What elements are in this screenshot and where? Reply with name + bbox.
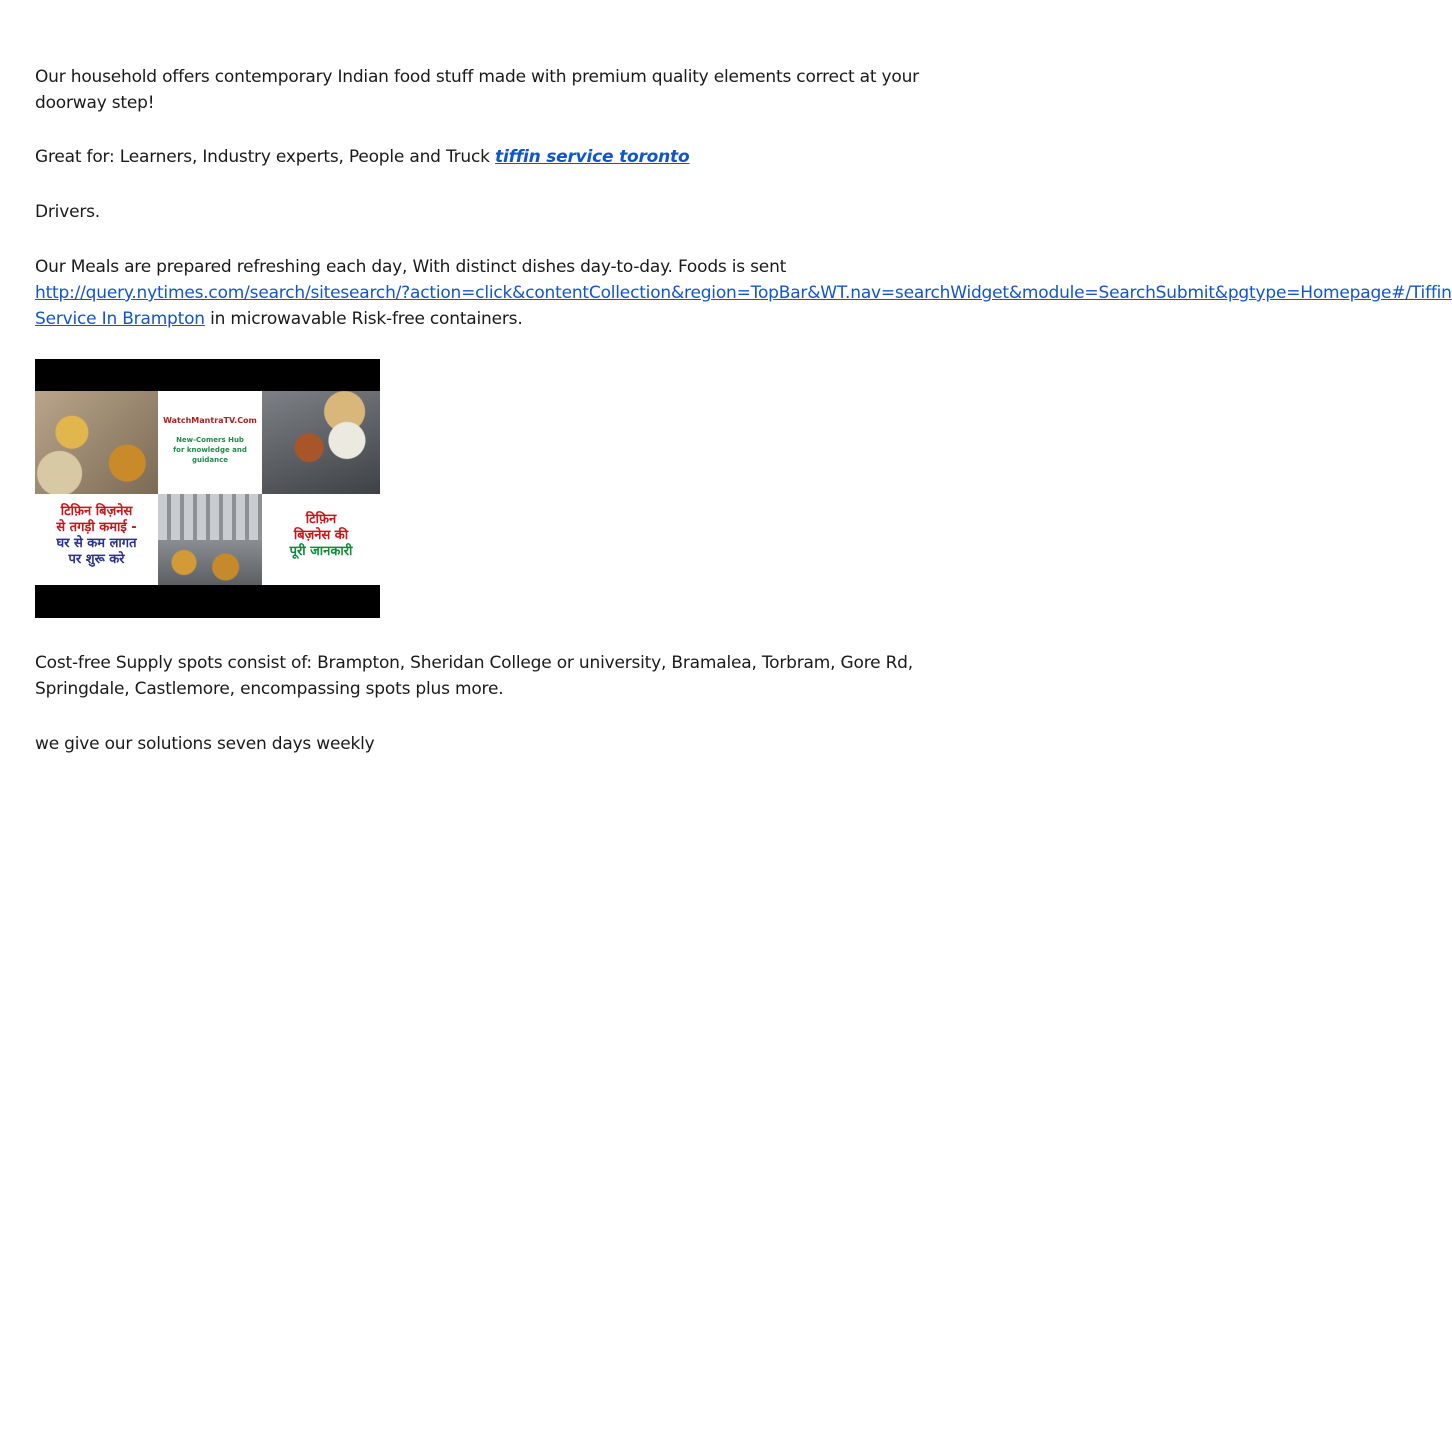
- thumbnail-grid: [35, 391, 380, 585]
- caption-right-line2: बिज़नेस की: [293, 528, 349, 543]
- tiffin-service-brampton-link[interactable]: Service In Brampton: [35, 309, 205, 329]
- caption-left-line2: [35, 520, 158, 536]
- hindi-caption-right: [262, 494, 380, 585]
- video-thumbnail[interactable]: [35, 359, 380, 618]
- caption-left-line1: टिफ़िन बिज़नेस: [60, 504, 133, 519]
- caption-left-line4: पर शुरू करे: [68, 552, 125, 567]
- brand-tagline: New-Comers Hub for knowledge and guidance: [173, 436, 247, 464]
- caption-left-line3: घर से कम लागत: [56, 536, 137, 551]
- document-body: [35, 64, 1452, 757]
- meals-after-link: in microwavable Risk-free containers.: [204, 309, 523, 329]
- drivers-paragraph: Drivers.: [35, 202, 100, 222]
- tiffin-boxes-image: [158, 494, 262, 585]
- caption-left-line2a: से: [56, 520, 70, 535]
- tiffin-service-toronto-link[interactable]: tiffin service toronto: [495, 147, 690, 167]
- caption-right-line3: पूरी जानकारी: [289, 544, 353, 559]
- caption-right-line1: टिफ़िन: [305, 512, 337, 527]
- delivery-spots-paragraph: Cost-free Supply spots consist of: Brampton, Sheridan College or university, Bramalea, Torbram, Gore Rd, Springdale, Castlemore, encompassing spots plus more.: [35, 653, 913, 699]
- brand-name: WatchMantraTV.Com: [163, 416, 257, 425]
- intro-paragraph: Our household offers contemporary Indian food stuff made with premium quality elements correct at your doorway step!: [35, 67, 919, 113]
- great-for-paragraph: [35, 144, 995, 170]
- great-for-text: Great for: Learners, Industry experts, People and Truck: [35, 147, 496, 167]
- meals-link-line-2: [35, 306, 995, 332]
- tiffin-rice-image: [262, 391, 380, 494]
- tiffin-food-image: [35, 391, 158, 494]
- hindi-caption-left: [35, 494, 158, 585]
- brand-panel: [158, 391, 262, 494]
- caption-left-line2b: तगड़ी कमाई -: [69, 520, 137, 535]
- nytimes-search-link[interactable]: http://query.nytimes.com/search/sitesearch/?action=click&contentCollection&region=TopBar&WT.nav=searchWidget&module=SearchSubmit&pgtype=Homepage#/Tiffin: [35, 283, 1452, 303]
- meals-link-line: [35, 280, 1452, 306]
- weekly-paragraph: we give our solutions seven days weekly: [35, 734, 375, 754]
- meals-paragraph: Our Meals are prepared refreshing each day, With distinct dishes day-to-day. Foods is sent: [35, 257, 787, 277]
